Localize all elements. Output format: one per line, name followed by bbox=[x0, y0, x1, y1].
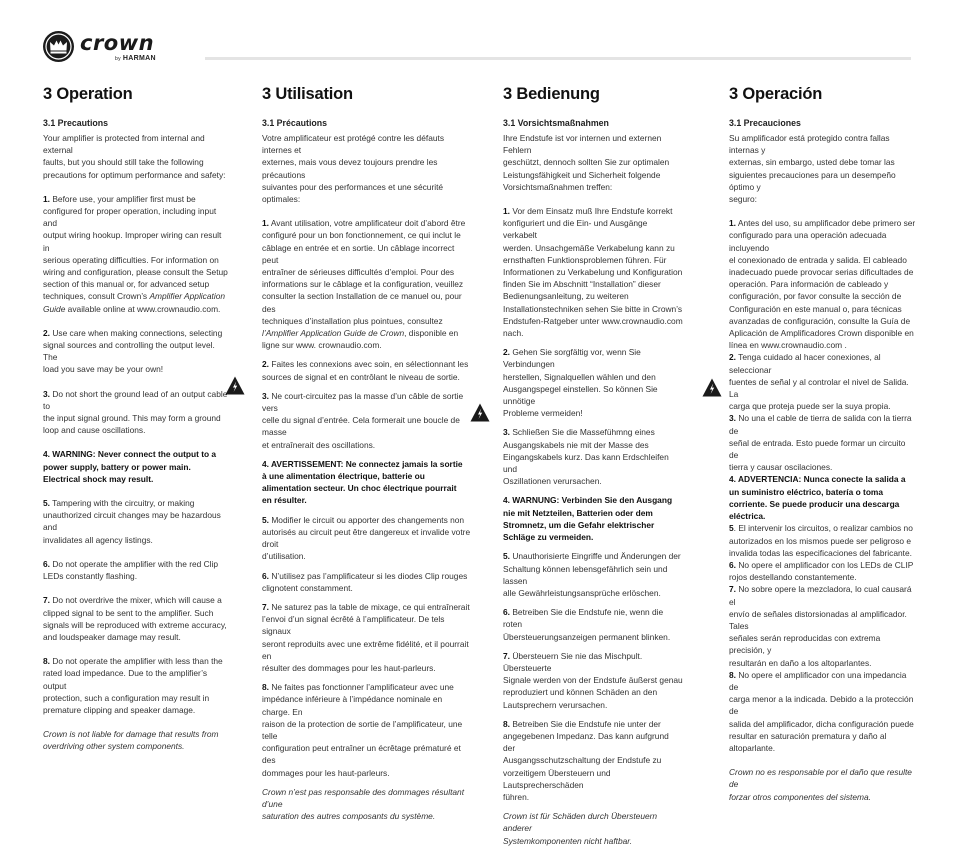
list-item: 8. Betreiben Sie die Endstufe nie unter der angegebenen Impedanz. Das kann aufgrund der Ausgangsschutzschaltung der Endstufe zu vorzeitigem Übersteuern und Lautsprecherschäden führen. bbox=[503, 718, 669, 802]
warning-item: 4. AVERTISSEMENT: Ne connectez jamais la sortie à une alimentation électrique, batterie ou alimentation secteur. Un choc électrique pourrait en résulter. bbox=[262, 458, 463, 506]
intro-paragraph: Ihre Endstufe ist vor internen und externen Fehlern geschützt, dennoch sollten Sie zur optimalen Leistungsfähigkeit und Sicherheit folgende Vorsichtsmaßnahmen treffen: bbox=[503, 133, 670, 192]
intro-paragraph: Su amplificador está protegido contra fallas internas y externas, sin embargo, usted debe tomar las siguientes precauciones para un desempeño óptimo y seguro: bbox=[729, 133, 896, 205]
list-item: 7. Do not overdrive the mixer, which will cause a clipped signal to be sent to the amplifier. Such signals will be reproduced with extreme accuracy, and loudspeaker damage may result. bbox=[43, 595, 227, 642]
list-item: 8. No opere el amplificador con una impedancia de carga menor a la indicada. Debido a la protección de salida del amplificador, dicha configuración puede resultar en saturación prematura y daño al altoparlante. bbox=[729, 669, 914, 753]
list-item: 7. Übersteuern Sie nie das Mischpult. Übersteuerte Signale werden von der Endstufe äußerst genau reproduziert und können Schäden an den Lautsprechern verursachen. bbox=[503, 650, 683, 710]
liability-note: Crown no es responsable por el daño que resulte de forzar otros componentes del sistema. bbox=[729, 767, 912, 802]
list-item: 2. Tenga cuidado al hacer conexiones, al seleccionar fuentes de señal y al controlar el nivel de Salida. La carga que proteja puede ser la suya propia. bbox=[729, 352, 909, 412]
section-title: 3 Operación bbox=[729, 85, 823, 103]
section-title: 3 Operation bbox=[43, 85, 133, 103]
intro-paragraph: Votre amplificateur est protégé contre les défauts internes et externes, mais vous devez toujours prendre les précautions suivantes pour des performances et une sécurité optimales: bbox=[262, 133, 445, 205]
list-item: 3. Schließen Sie die Massefühmng eines Ausgangskabels nie mit der Masse des Eingangskabels kurz. Das kann Erdschleifen und Oszillationen verursachen. bbox=[503, 427, 669, 487]
column-english bbox=[43, 84, 228, 753]
warning-item: 4. WARNING: Never connect the output to a power supply, battery or power main. Electrical shock may result. bbox=[43, 449, 217, 484]
column-german bbox=[503, 84, 683, 847]
list-item: 7. No sobre opere la mezcladora, lo cual causará el envío de señales distorsionadas al amplificador. Tales señales serán reproducidas con extrema precisión, y resultarán en daño a los altoparlantes. bbox=[729, 584, 912, 668]
list-item: 1. Avant utilisation, votre amplificateur doit d’abord être configuré pour un bon fonctionnement, ce qui inclut le câblage en entrée et en sortie. Un câblage incorrect peut entraîner de sérieuses difficultés d’emploi. Pour des informations sur le câblage et la configuration, veuillez consulter la section Installation de ce manuel ou, pour des techniques d’installation plus pointues, consultez l’Amplifier Application Guide de Crown, disponible en ligne sur www. crownaudio.com. bbox=[262, 218, 466, 351]
list-item: 5. El intervenir los circuitos, o realizar cambios no autorizados en los mismos puede ser peligroso e invalida todas las especificaciones del fabricante. bbox=[729, 523, 913, 558]
list-item: 8. Do not operate the amplifier with less than the rated load impedance. Due to the amplifier’s output protection, such a configuration may result in premature clipping and speaker damage. bbox=[43, 656, 223, 715]
list-item: 2. Gehen Sie sorgfältig vor, wenn Sie Verbindungen herstellen, Signalquellen wählen und den Ausgangspegel einstellen. So können Sie unnötige Probleme vermeiden! bbox=[503, 347, 658, 419]
subsection-title: 3.1 Precauciones bbox=[729, 118, 801, 128]
subsection-title: 3.1 Vorsichtsmaßnahmen bbox=[503, 118, 609, 128]
crown-logo bbox=[42, 30, 202, 64]
list-item: 8. Ne faites pas fonctionner l’amplificateur avec une impédance inférieure à l’impédance nominale en charge. En raison de la protection de sortie de l’amplificateur, une telle configuration peut entraîner un écrêtage prématuré et des dommages pour les haut-parleurs. bbox=[262, 682, 463, 778]
list-item: 3. No una el cable de tierra de salida con la tierra de señal de entrada. Esto puede formar un circuito de tierra y causar oscilaciones. bbox=[729, 413, 912, 473]
list-item: 5. Tampering with the circuitry, or making unauthorized circuit changes may be hazardous and invalidates all agency listings. bbox=[43, 498, 221, 545]
list-item: 1. Vor dem Einsatz muß Ihre Endstufe korrekt konfiguriert und die Ein- und Ausgänge verkabelt werden. Unsachgemäße Verkabelung kann zu ernsthaften Funktionsproblemen führen. Für Informationen zu Verkabelung und Konfiguration finden Sie im Abschnitt “Installation” dieser Bedienungsanleitung, zu weiteren Installationstechniken sehen Sie bitte in Crown’s Endstufen-Ratgeber unter www.crownaudio.com nach. bbox=[503, 206, 683, 339]
warning-item: 4. WARNUNG: Verbinden Sie den Ausgang nie mit Netzteilen, Batterien oder dem Stromnetz, um die Gefahr elektrischer Schläge zu vermeiden. bbox=[503, 495, 673, 543]
section-title: 3 Utilisation bbox=[262, 85, 353, 103]
column-spanish bbox=[729, 84, 917, 803]
header-rule bbox=[205, 57, 911, 60]
list-item: 5. Unauthorisierte Eingriffe und Änderungen der Schaltung können lebensgefährlich sein und lassen alle Gewährleistungsansprüche erlöschen. bbox=[503, 551, 681, 598]
column-french bbox=[262, 84, 472, 822]
electric-shock-warning-icon bbox=[470, 403, 490, 422]
warning-item: 4. ADVERTENCIA: Nunca conecte la salida a un suministro eléctrico, batería o toma corriente. Se puede producir una descarga eléctrica. bbox=[729, 474, 906, 522]
brand-name: crown bbox=[80, 31, 155, 55]
list-item: 6. N’utilisez pas l’amplificateur si les diodes Clip rouges clignotent constamment. bbox=[262, 570, 468, 593]
list-item: 6. No opere el amplificador con los LEDs de CLIP rojos destellando constantemente. bbox=[729, 559, 914, 583]
liability-note: Crown n’est pas responsable des dommages résultant d’une saturation des autres composants du système. bbox=[262, 786, 465, 822]
brand-harman: by HARMAN bbox=[115, 55, 156, 62]
list-item: 3. Ne court-circuitez pas la masse d’un câble de sortie vers celle du signal d’entrée. Cela formerait une boucle de masse et entraînerait des oscillations. bbox=[262, 390, 464, 450]
subsection-title: 3.1 Precautions bbox=[43, 118, 109, 128]
subsection-title: 3.1 Précautions bbox=[262, 118, 328, 128]
electric-shock-warning-icon bbox=[702, 378, 722, 397]
liability-note: Crown ist für Schäden durch Übersteuern anderer Systemkomponenten nicht haftbar. bbox=[503, 811, 658, 846]
list-item: 1. Before use, your amplifier first must be configured for proper operation, including input and output wiring hookup. Improper wiring can result in serious operating difficulties. For information on wiring and configuration, please consult the Setup section of this manual or, for advanced setup techniques, consult Crown’s Amplifier Application Guide available online at www.crownaudio.com. bbox=[43, 193, 228, 314]
list-item: 2. Use care when making connections, selecting signal sources and controlling the output level. The load you save may be your own! bbox=[43, 327, 223, 375]
liability-note: Crown is not liable for damage that results from overdriving other system components. bbox=[43, 729, 219, 752]
list-item: 6. Betreiben Sie die Endstufe nie, wenn die roten Übersteuerungsanzeigen permanent blinken. bbox=[503, 607, 671, 642]
list-item: 7. Ne saturez pas la table de mixage, ce qui entraînerait l’envoi d’un signal écrêté à l’amplificateur. De tels signaux seront reproduits avec une extrême fidélité, et il pourrait en résulter des dommages pour les haut-parleurs. bbox=[262, 601, 470, 673]
list-item: 3. Do not short the ground lead of an output cable to the input signal ground. This may form a ground loop and cause oscillations. bbox=[43, 388, 228, 436]
section-title: 3 Bedienung bbox=[503, 85, 600, 103]
list-item: 1. Antes del uso, su amplificador debe primero ser configurado para una operación adecuada incluyendo el conexionado de entrada y salida. El cableado inadecuado puede provocar serias dificultades de operación. Para información de cableado y configuración, por favor consulte la sección de Configuración en este manual o, para técnicas avanzadas de configuración, consulte la Guía de Aplicación de Amplificadores Crown disponible en línea en www.crownaudio.com . bbox=[729, 218, 916, 351]
crown-badge-icon bbox=[42, 30, 75, 63]
list-item: 6. Do not operate the amplifier with the red Clip LEDs constantly flashing. bbox=[43, 558, 219, 582]
intro-paragraph: Your amplifier is protected from internal and external faults, but you should still take the following precautions for optimum performance and safety: bbox=[43, 133, 226, 180]
electric-shock-warning-icon bbox=[225, 376, 245, 395]
list-item: 2. Faites les connexions avec soin, en sélectionnant les sources de signal et en contrôlant le niveau de sortie. bbox=[262, 359, 469, 382]
list-item: 5. Modifier le circuit ou apporter des changements non autorisés au circuit peut être dangereux et invalide votre droit d’utilisation. bbox=[262, 514, 471, 562]
